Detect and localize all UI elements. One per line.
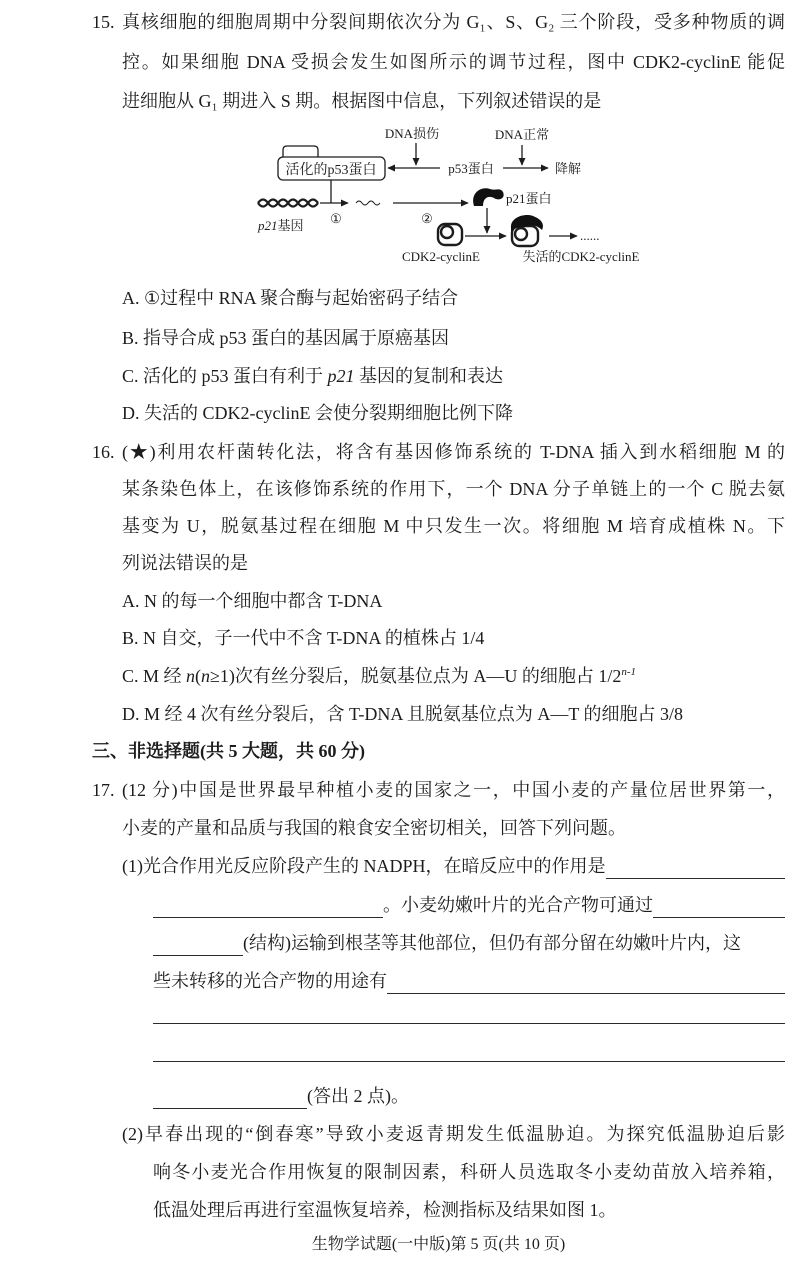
ellipsis: ...... xyxy=(580,228,600,243)
p21-protein-shape xyxy=(473,188,504,206)
part-2-line: 响冬小麦光合作用恢复的限制因素，科研人员选取冬小麦幼苗放入培养箱， xyxy=(153,1162,785,1182)
part-1-text: (答出 2 点)。 xyxy=(307,1086,409,1106)
variable-n: n xyxy=(186,666,196,686)
answer-blank xyxy=(606,853,786,879)
inactive-cdk2-subunit xyxy=(515,228,527,240)
question-16-stem-line: 列说法错误的是 xyxy=(122,553,248,573)
step-1-label: ① xyxy=(330,211,342,226)
part-2-line: (2)早春出现的“倒春寒”导致小麦返青期发生低温胁迫。为探究低温胁迫后影 xyxy=(122,1124,785,1144)
answer-blank xyxy=(153,998,785,1024)
step-2-label: ② xyxy=(421,211,433,226)
part-2-line: 低温处理后再进行室温恢复培养，检测指标及结果如图 1。 xyxy=(153,1200,617,1220)
italic-gene-name: p21 xyxy=(327,366,355,386)
question-15-stem-line: 真核细胞的细胞周期中分裂间期依次分为 G₁、S、G₂ 三个阶段，受多种物质的调 xyxy=(122,12,785,32)
cdk2-cyclinE-label: CDK2-cyclinE xyxy=(402,249,480,264)
part-1-line xyxy=(153,1077,785,1115)
question-15-option-d: D. 失活的 CDK2-cyclinE 会使分裂期细胞比例下降 xyxy=(122,403,513,423)
part-1-text: (结构)运输到根茎等其他部位，但仍有部分留在幼嫩叶片内，这 xyxy=(243,933,741,953)
question-16-stem-line: 基变为 U，脱氨基过程在细胞 M 中只发生一次。将细胞 M 培育成植株 N。下 xyxy=(122,516,785,536)
p21-gene-suffix: 基因 xyxy=(277,218,304,233)
p21-protein-label: p21蛋白 xyxy=(506,191,552,206)
question-16-option-a: A. N 的每一个细胞中都含 T-DNA xyxy=(122,591,383,611)
question-15-option-a: A. ①过程中 RNA 聚合酶与起始密码子结合 xyxy=(122,288,459,308)
question-16-option-c xyxy=(122,657,785,695)
part-1-line xyxy=(153,992,785,1030)
answer-blank xyxy=(153,930,243,956)
question-17-number: 17. xyxy=(92,780,115,800)
section-heading: 三、非选择题(共 5 大题，共 60 分) xyxy=(92,741,365,761)
question-16-number: 16. xyxy=(92,442,115,462)
question-15-option-b: B. 指导合成 p53 蛋白的基因属于原癌基因 xyxy=(122,328,450,348)
page-footer: 生物学试题(一中版)第 5 页(共 10 页) xyxy=(311,1236,566,1253)
option-text: ≥1)次有丝分裂后，脱氨基位点为 A—U 的细胞占 1/2 xyxy=(210,666,622,686)
question-16-stem-line: (★)利用农杆菌转化法，将含有基因修饰系统的 T-DNA 插入到水稻细胞 M 的 xyxy=(122,442,785,462)
question-16-stem-line: 某条染色体上，在该修饰系统的作用下，一个 DNA 分子单链上的一个 C 脱去氨 xyxy=(122,479,785,499)
question-17-stem-line: 小麦的产量和品质与我国的粮食安全密切相关，回答下列问题。 xyxy=(122,818,626,838)
question-16-option-b: B. N 自交，子一代中不含 T-DNA 的植株占 1/4 xyxy=(122,628,485,648)
option-text: ( xyxy=(195,666,202,686)
answer-blank xyxy=(387,968,785,994)
question-15-option-c xyxy=(122,357,785,395)
option-text: C. M 经 xyxy=(122,666,187,686)
question-15-number: 15. xyxy=(92,12,115,32)
part-1-line xyxy=(153,886,785,924)
question-15-stem-line: 控。如果细胞 DNA 受损会发生如图所示的调节过程，图中 CDK2-cyclinE 能促 xyxy=(122,52,785,72)
part-1-line xyxy=(153,924,785,962)
part-1-text: 。小麦幼嫩叶片的光合产物可通过 xyxy=(383,895,653,915)
p21-gene-italic: p21 xyxy=(258,218,278,233)
cell-cycle-regulation-diagram xyxy=(250,120,660,270)
degradation-label: 降解 xyxy=(554,161,582,176)
activated-p53-label: 活化的p53蛋白 xyxy=(285,163,377,178)
p53-protein-label: p53蛋白 xyxy=(448,161,494,176)
dna-damage-label: DNA损伤 xyxy=(384,126,440,141)
part-1-text: 些未转移的光合产物的用途有 xyxy=(153,971,387,991)
exponent: n-1 xyxy=(621,666,637,678)
p21-gene-label xyxy=(257,218,304,233)
part-1-line xyxy=(153,1030,785,1068)
p21-mrna-shape xyxy=(356,201,380,205)
option-text: C. 活化的 p53 蛋白有利于 xyxy=(122,366,328,386)
answer-blank xyxy=(153,1036,785,1062)
part-1-text: (1)光合作用光反应阶段产生的 NADPH，在暗反应中的作用是 xyxy=(122,856,606,876)
inactive-cdk2-label: 失活的CDK2-cyclinE xyxy=(522,249,640,264)
answer-blank xyxy=(653,892,785,918)
answer-blank xyxy=(153,892,383,918)
question-17-stem-line: (12 分)中国是世界最早种植小麦的国家之一，中国小麦的产量位居世界第一， xyxy=(122,780,785,800)
question-15-stem-line: 进细胞从 G₁ 期进入 S 期。根据图中信息，下列叙述错误的是 xyxy=(122,91,602,111)
cdk2-cyclinE-subunit xyxy=(441,226,453,238)
question-16-option-d: D. M 经 4 次有丝分裂后，含 T-DNA 且脱氨基位点为 A—T 的细胞占 3/8 xyxy=(122,704,684,724)
answer-blank xyxy=(153,1083,307,1109)
part-1-line xyxy=(122,847,785,885)
activation-tag-shape xyxy=(283,146,318,157)
dna-normal-label: DNA正常 xyxy=(494,127,550,142)
variable-n: n xyxy=(201,666,211,686)
option-text: 基因的复制和表达 xyxy=(354,366,504,386)
